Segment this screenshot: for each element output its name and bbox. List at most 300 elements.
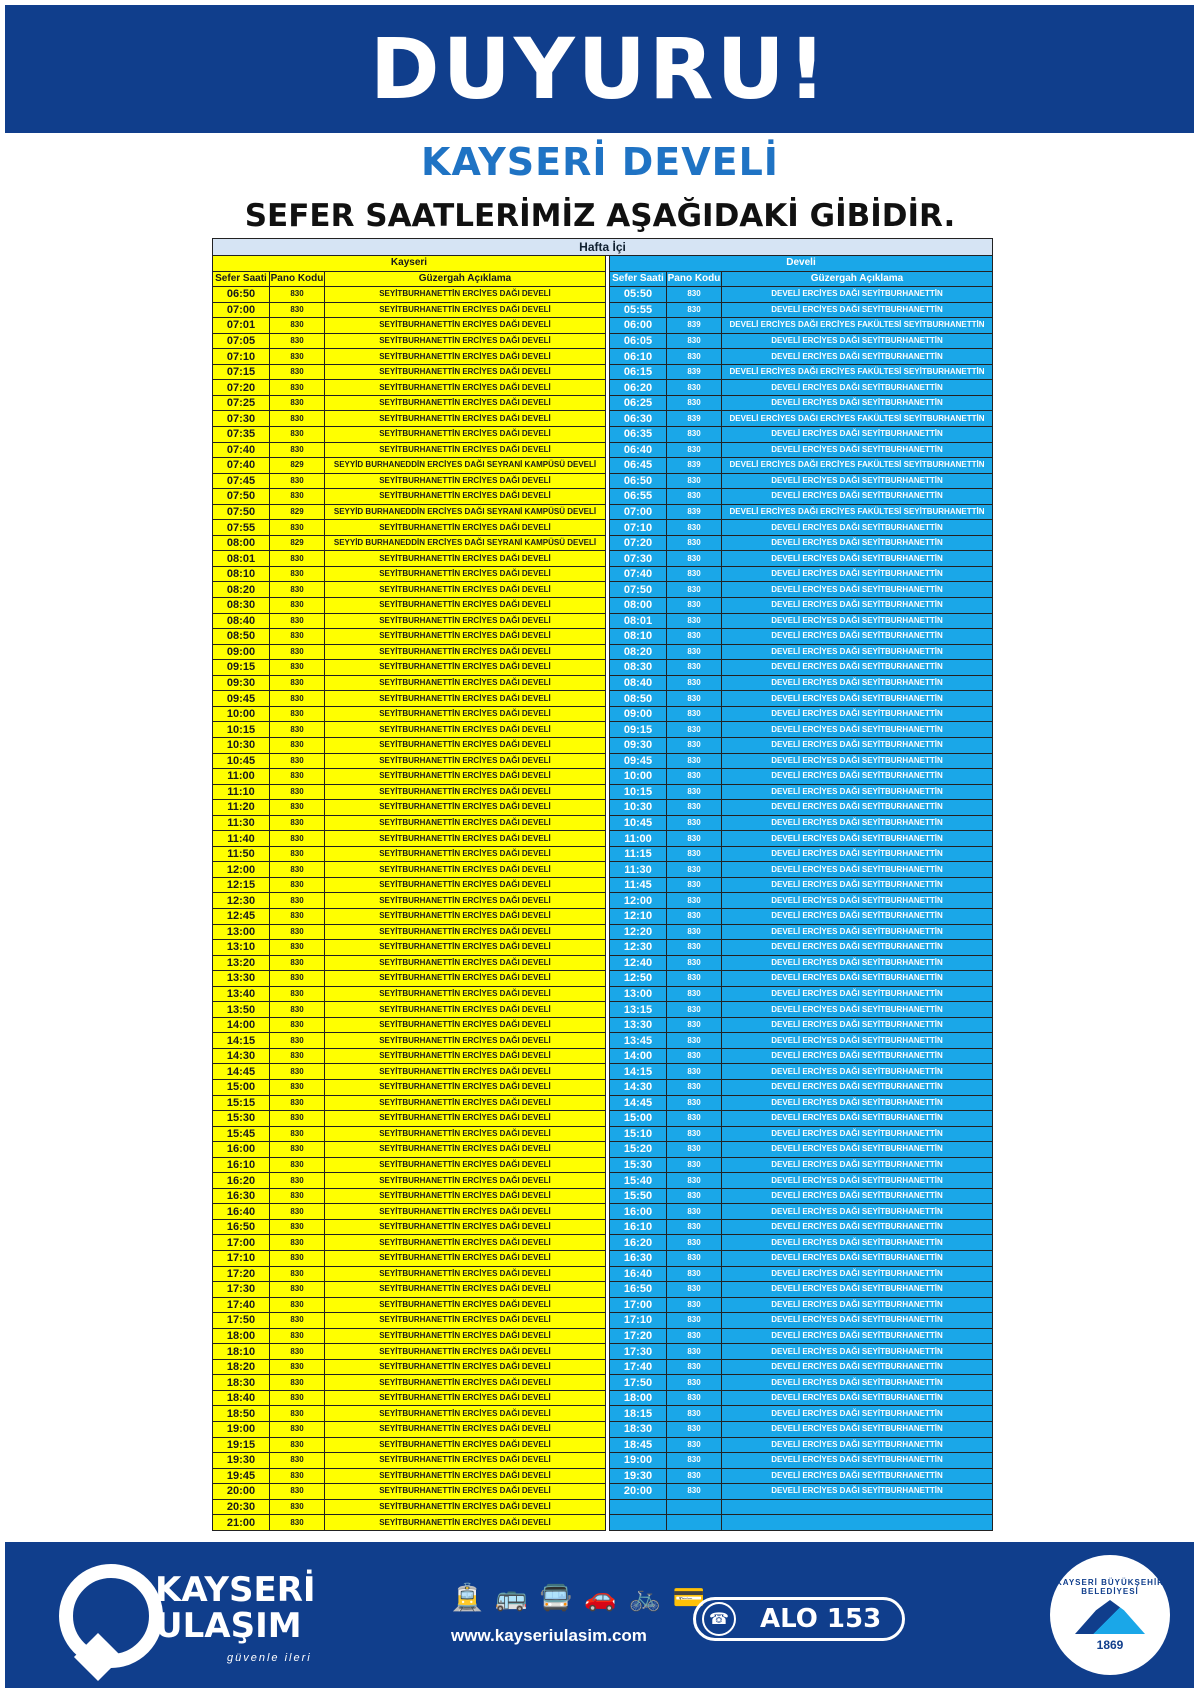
route-description: DEVELİ ERCİYES DAĞI SEYİTBURHANETTİN	[722, 1266, 993, 1282]
departure-time: 09:00	[610, 706, 667, 722]
route-code: 830	[270, 442, 325, 458]
departure-time: 19:15	[213, 1437, 270, 1453]
departure-time: 14:45	[213, 1064, 270, 1080]
route-code: 830	[270, 1359, 325, 1375]
route-description: SEYİTBURHANETTİN ERCİYES DAĞI DEVELİ	[325, 333, 606, 349]
route-description: DEVELİ ERCİYES DAĞI SEYİTBURHANETTİN	[722, 722, 993, 738]
route-description: DEVELİ ERCİYES DAĞI SEYİTBURHANETTİN	[722, 1033, 993, 1049]
route-code: 830	[667, 1111, 722, 1127]
route-description: DEVELİ ERCİYES DAĞI SEYİTBURHANETTİN	[722, 1375, 993, 1391]
route-description: SEYİTBURHANETTİN ERCİYES DAĞI DEVELİ	[325, 831, 606, 847]
departure-time: 18:30	[213, 1375, 270, 1391]
departure-time: 10:15	[213, 722, 270, 738]
route-description: DEVELİ ERCİYES DAĞI SEYİTBURHANETTİN	[722, 1235, 993, 1251]
route-description: SEYİTBURHANETTİN ERCİYES DAĞI DEVELİ	[325, 971, 606, 987]
tram-icon: 🚊	[451, 1582, 484, 1612]
table-row	[213, 1344, 993, 1360]
table-row	[213, 1484, 993, 1500]
route-code: 830	[270, 1204, 325, 1220]
route-code: 830	[270, 582, 325, 598]
schedule-table-container	[212, 238, 992, 1531]
route-code: 830	[667, 1188, 722, 1204]
route-code: 830	[270, 566, 325, 582]
table-row	[213, 333, 993, 349]
table-row	[213, 722, 993, 738]
route-code: 830	[667, 1282, 722, 1298]
departure-time: 06:55	[610, 489, 667, 505]
route-code: 839	[667, 364, 722, 380]
route-description: DEVELİ ERCİYES DAĞI SEYİTBURHANETTİN	[722, 1079, 993, 1095]
route-description: SEYİTBURHANETTİN ERCİYES DAĞI DEVELİ	[325, 1313, 606, 1329]
departure-time: 16:20	[610, 1235, 667, 1251]
departure-time: 12:10	[610, 908, 667, 924]
departure-time: 15:30	[213, 1111, 270, 1127]
route-description: DEVELİ ERCİYES DAĞI SEYİTBURHANETTİN	[722, 551, 993, 567]
departure-time: 07:05	[213, 333, 270, 349]
route-code: 839	[667, 411, 722, 427]
route-description: DEVELİ ERCİYES DAĞI SEYİTBURHANETTİN	[722, 1328, 993, 1344]
period-header: Hafta İçi	[213, 239, 993, 256]
route-code: 830	[270, 1390, 325, 1406]
route-code: 830	[270, 1468, 325, 1484]
route-code: 830	[270, 644, 325, 660]
route-description: DEVELİ ERCİYES DAĞI SEYİTBURHANETTİN	[722, 1017, 993, 1033]
table-row	[213, 893, 993, 909]
route-description: SEYİTBURHANETTİN ERCİYES DAĞI DEVELİ	[325, 1344, 606, 1360]
departure-time: 17:40	[610, 1359, 667, 1375]
route-code: 830	[667, 1017, 722, 1033]
departure-time: 09:15	[610, 722, 667, 738]
route-code: 830	[667, 1033, 722, 1049]
route-description: SEYİTBURHANETTİN ERCİYES DAĞI DEVELİ	[325, 1235, 606, 1251]
departure-time: 18:20	[213, 1359, 270, 1375]
route-description: DEVELİ ERCİYES DAĞI SEYİTBURHANETTİN	[722, 1048, 993, 1064]
departure-time: 20:00	[610, 1484, 667, 1500]
table-row	[213, 1219, 993, 1235]
route-description: DEVELİ ERCİYES DAĞI SEYİTBURHANETTİN	[722, 1390, 993, 1406]
route-description: DEVELİ ERCİYES DAĞI SEYİTBURHANETTİN	[722, 877, 993, 893]
departure-time	[610, 1515, 667, 1531]
route-description: SEYİTBURHANETTİN ERCİYES DAĞI DEVELİ	[325, 302, 606, 318]
table-row	[213, 442, 993, 458]
table-row	[213, 551, 993, 567]
route-description: DEVELİ ERCİYES DAĞI SEYİTBURHANETTİN	[722, 566, 993, 582]
table-row	[213, 1453, 993, 1469]
route-code: 830	[667, 722, 722, 738]
departure-time: 16:30	[213, 1188, 270, 1204]
route-code: 830	[270, 924, 325, 940]
route-code: 830	[270, 364, 325, 380]
table-row	[213, 1406, 993, 1422]
departure-time: 06:50	[213, 287, 270, 303]
departure-time: 18:00	[610, 1390, 667, 1406]
departure-time: 16:00	[213, 1142, 270, 1158]
route-description: DEVELİ ERCİYES DAĞI SEYİTBURHANETTİN	[722, 598, 993, 614]
route-description: SEYİTBURHANETTİN ERCİYES DAĞI DEVELİ	[325, 411, 606, 427]
departure-time: 19:00	[213, 1422, 270, 1438]
table-row	[213, 598, 993, 614]
departure-time: 05:55	[610, 302, 667, 318]
route-description: SEYİTBURHANETTİN ERCİYES DAĞI DEVELİ	[325, 815, 606, 831]
table-row	[213, 675, 993, 691]
route-code: 830	[270, 1188, 325, 1204]
route-description: SEYİTBURHANETTİN ERCİYES DAĞI DEVELİ	[325, 1142, 606, 1158]
departure-time: 06:50	[610, 473, 667, 489]
departure-time: 14:30	[213, 1048, 270, 1064]
departure-time: 11:30	[610, 862, 667, 878]
route-description: DEVELİ ERCİYES DAĞI SEYİTBURHANETTİN	[722, 862, 993, 878]
departure-time: 08:10	[213, 566, 270, 582]
route-description: SEYİTBURHANETTİN ERCİYES DAĞI DEVELİ	[325, 1251, 606, 1267]
route-code: 830	[270, 1375, 325, 1391]
route-description: SEYİTBURHANETTİN ERCİYES DAĞI DEVELİ	[325, 287, 606, 303]
route-code: 830	[667, 784, 722, 800]
departure-time: 13:30	[213, 971, 270, 987]
departure-time: 09:30	[213, 675, 270, 691]
route-code: 830	[270, 691, 325, 707]
departure-time: 12:00	[610, 893, 667, 909]
departure-time: 11:00	[213, 769, 270, 785]
table-row	[213, 411, 993, 427]
departure-time: 08:20	[213, 582, 270, 598]
route-description: SEYİTBURHANETTİN ERCİYES DAĞI DEVELİ	[325, 1297, 606, 1313]
departure-time: 15:45	[213, 1126, 270, 1142]
col-route-header: Güzergah Açıklama	[722, 271, 993, 287]
departure-time: 06:20	[610, 380, 667, 396]
departure-time: 13:00	[610, 986, 667, 1002]
departure-time: 16:10	[610, 1219, 667, 1235]
route-description: DEVELİ ERCİYES DAĞI SEYİTBURHANETTİN	[722, 302, 993, 318]
route-description: SEYİTBURHANETTİN ERCİYES DAĞI DEVELİ	[325, 1204, 606, 1220]
departure-time: 07:40	[213, 458, 270, 474]
route-description: SEYİTBURHANETTİN ERCİYES DAĞI DEVELİ	[325, 1002, 606, 1018]
route-code: 830	[667, 1126, 722, 1142]
route-description: SEYİTBURHANETTİN ERCİYES DAĞI DEVELİ	[325, 691, 606, 707]
departure-time: 07:50	[610, 582, 667, 598]
route-description: SEYİTBURHANETTİN ERCİYES DAĞI DEVELİ	[325, 1484, 606, 1500]
table-row	[213, 520, 993, 536]
route-description: SEYİTBURHANETTİN ERCİYES DAĞI DEVELİ	[325, 1515, 606, 1531]
route-description: DEVELİ ERCİYES DAĞI SEYİTBURHANETTİN	[722, 1188, 993, 1204]
table-row	[213, 1468, 993, 1484]
route-code: 830	[270, 1111, 325, 1127]
table-row	[213, 287, 993, 303]
departure-time: 19:00	[610, 1453, 667, 1469]
departure-time: 10:15	[610, 784, 667, 800]
departure-time: 14:30	[610, 1079, 667, 1095]
route-code: 830	[667, 551, 722, 567]
departure-time: 07:00	[610, 504, 667, 520]
route-description: DEVELİ ERCİYES DAĞI SEYİTBURHANETTİN	[722, 535, 993, 551]
route-code: 830	[270, 1313, 325, 1329]
col-code-header: Pano Kodu	[270, 271, 325, 287]
departure-time: 07:50	[213, 489, 270, 505]
table-row	[213, 940, 993, 956]
route-code: 830	[667, 1157, 722, 1173]
departure-time: 21:00	[213, 1515, 270, 1531]
route-description: SEYİTBURHANETTİN ERCİYES DAĞI DEVELİ	[325, 1188, 606, 1204]
route-description: SEYİTBURHANETTİN ERCİYES DAĞI DEVELİ	[325, 1079, 606, 1095]
route-description: DEVELİ ERCİYES DAĞI SEYİTBURHANETTİN	[722, 287, 993, 303]
route-code: 830	[270, 473, 325, 489]
parking-car-icon: 🚗	[584, 1582, 617, 1612]
departure-time: 10:45	[213, 753, 270, 769]
route-description: DEVELİ ERCİYES DAĞI SEYİTBURHANETTİN	[722, 737, 993, 753]
departure-time: 08:00	[610, 598, 667, 614]
table-row	[213, 302, 993, 318]
route-description: SEYİTBURHANETTİN ERCİYES DAĞI DEVELİ	[325, 800, 606, 816]
develi-group-header: Develi	[610, 256, 993, 272]
departure-time: 12:30	[610, 940, 667, 956]
departure-time: 17:30	[213, 1282, 270, 1298]
route-code: 830	[667, 1266, 722, 1282]
route-description: SEYİTBURHANETTİN ERCİYES DAĞI DEVELİ	[325, 364, 606, 380]
route-code: 830	[270, 349, 325, 365]
route-code: 830	[667, 1048, 722, 1064]
table-row	[213, 566, 993, 582]
route-code: 830	[667, 427, 722, 443]
departure-time: 14:00	[213, 1017, 270, 1033]
route-description: SEYİTBURHANETTİN ERCİYES DAĞI DEVELİ	[325, 520, 606, 536]
route-description: SEYİTBURHANETTİN ERCİYES DAĞI DEVELİ	[325, 1453, 606, 1469]
route-code: 830	[667, 1437, 722, 1453]
route-code: 830	[667, 1219, 722, 1235]
route-code: 839	[667, 318, 722, 334]
departure-time: 14:00	[610, 1048, 667, 1064]
route-code: 830	[270, 318, 325, 334]
departure-time: 16:20	[213, 1173, 270, 1189]
route-description: SEYİTBURHANETTİN ERCİYES DAĞI DEVELİ	[325, 1219, 606, 1235]
route-description: DEVELİ ERCİYES DAĞI SEYİTBURHANETTİN	[722, 395, 993, 411]
table-row	[213, 349, 993, 365]
table-row	[213, 364, 993, 380]
route-code: 830	[270, 1282, 325, 1298]
route-description: SEYİTBURHANETTİN ERCİYES DAĞI DEVELİ	[325, 1111, 606, 1127]
route-description: DEVELİ ERCİYES DAĞI SEYİTBURHANETTİN	[722, 769, 993, 785]
route-subtitle: KAYSERİ DEVELİ	[421, 140, 779, 184]
route-code: 830	[667, 1002, 722, 1018]
route-code: 830	[667, 489, 722, 505]
transport-icons	[451, 1582, 705, 1613]
departure-time: 09:30	[610, 737, 667, 753]
departure-time: 19:45	[213, 1468, 270, 1484]
table-row	[213, 1515, 993, 1531]
route-code: 830	[667, 660, 722, 676]
departure-time: 08:50	[213, 629, 270, 645]
route-code: 830	[270, 489, 325, 505]
departure-time: 07:15	[213, 364, 270, 380]
departure-time: 07:20	[610, 535, 667, 551]
route-code: 830	[270, 986, 325, 1002]
departure-time: 06:40	[610, 442, 667, 458]
route-code: 830	[270, 287, 325, 303]
route-code: 830	[270, 1219, 325, 1235]
route-code: 829	[270, 504, 325, 520]
departure-time: 07:45	[213, 473, 270, 489]
departure-time: 06:00	[610, 318, 667, 334]
departure-time: 15:00	[213, 1079, 270, 1095]
table-row	[213, 784, 993, 800]
departure-time: 07:00	[213, 302, 270, 318]
departure-time: 13:20	[213, 955, 270, 971]
departure-time: 08:40	[213, 613, 270, 629]
departure-time: 11:50	[213, 846, 270, 862]
table-row	[213, 955, 993, 971]
table-row	[213, 427, 993, 443]
brand-name-line1: KAYSERİ	[155, 1570, 316, 1610]
route-code: 830	[270, 613, 325, 629]
card-icon: 💳	[672, 1582, 706, 1612]
route-code: 830	[270, 784, 325, 800]
route-code: 830	[270, 598, 325, 614]
route-code: 830	[667, 333, 722, 349]
route-description: SEYİTBURHANETTİN ERCİYES DAĞI DEVELİ	[325, 613, 606, 629]
table-row	[213, 1235, 993, 1251]
schedule-heading: SEFER SAATLERİMİZ AŞAĞIDAKİ GİBİDİR.	[244, 198, 956, 234]
departure-time: 11:45	[610, 877, 667, 893]
route-code: 830	[270, 1157, 325, 1173]
table-row	[213, 395, 993, 411]
table-row	[213, 1079, 993, 1095]
route-description: SEYİTBURHANETTİN ERCİYES DAĞI DEVELİ	[325, 877, 606, 893]
route-code: 830	[270, 1437, 325, 1453]
route-description: SEYİTBURHANETTİN ERCİYES DAĞI DEVELİ	[325, 551, 606, 567]
route-description: SEYİTBURHANETTİN ERCİYES DAĞI DEVELİ	[325, 769, 606, 785]
table-row	[213, 1157, 993, 1173]
departure-time: 14:45	[610, 1095, 667, 1111]
brand-tagline: güvenle ileri	[227, 1652, 312, 1664]
departure-time: 18:00	[213, 1328, 270, 1344]
departure-time: 09:15	[213, 660, 270, 676]
table-row	[213, 1313, 993, 1329]
departure-time: 07:35	[213, 427, 270, 443]
departure-time: 05:50	[610, 287, 667, 303]
route-description: SEYİTBURHANETTİN ERCİYES DAĞI DEVELİ	[325, 1095, 606, 1111]
table-row	[213, 1422, 993, 1438]
departure-time: 12:40	[610, 955, 667, 971]
route-description: DEVELİ ERCİYES DAĞI SEYİTBURHANETTİN	[722, 629, 993, 645]
table-row	[213, 504, 993, 520]
route-code: 830	[667, 1453, 722, 1469]
table-row	[213, 924, 993, 940]
route-code: 830	[270, 908, 325, 924]
departure-time: 13:15	[610, 1002, 667, 1018]
route-description: SEYİTBURHANETTİN ERCİYES DAĞI DEVELİ	[325, 1359, 606, 1375]
table-row	[213, 1033, 993, 1049]
route-description: DEVELİ ERCİYES DAĞI SEYİTBURHANETTİN	[722, 971, 993, 987]
departure-time: 12:15	[213, 877, 270, 893]
route-code: 830	[667, 582, 722, 598]
route-code: 830	[667, 598, 722, 614]
departure-time: 19:30	[610, 1468, 667, 1484]
route-description: SEYYİD BURHANEDDİN ERCİYES DAĞI SEYRANİ KAMPÜSÜ DEVELİ	[325, 458, 606, 474]
route-description: SEYİTBURHANETTİN ERCİYES DAĞI DEVELİ	[325, 1437, 606, 1453]
route-description: SEYİTBURHANETTİN ERCİYES DAĞI DEVELİ	[325, 1266, 606, 1282]
website-link[interactable]: www.kayseriulasim.com	[451, 1626, 647, 1645]
route-code: 830	[667, 520, 722, 536]
route-code: 830	[667, 395, 722, 411]
table-row	[213, 706, 993, 722]
departure-time: 08:30	[610, 660, 667, 676]
route-description: DEVELİ ERCİYES DAĞI ERCİYES FAKÜLTESİ SEYİTBURHANETTİN	[722, 411, 993, 427]
col-route-header: Güzergah Açıklama	[325, 271, 606, 287]
departure-time: 15:10	[610, 1126, 667, 1142]
departure-time: 08:01	[213, 551, 270, 567]
departure-time: 20:00	[213, 1484, 270, 1500]
route-code: 830	[667, 1406, 722, 1422]
route-code: 830	[667, 1079, 722, 1095]
route-description: SEYİTBURHANETTİN ERCİYES DAĞI DEVELİ	[325, 1499, 606, 1515]
route-code: 830	[270, 1048, 325, 1064]
departure-time: 07:50	[213, 504, 270, 520]
table-row	[213, 769, 993, 785]
route-description: SEYİTBURHANETTİN ERCİYES DAĞI DEVELİ	[325, 737, 606, 753]
route-code: 830	[270, 1328, 325, 1344]
route-description: SEYİTBURHANETTİN ERCİYES DAĞI DEVELİ	[325, 582, 606, 598]
route-description: SEYİTBURHANETTİN ERCİYES DAĞI DEVELİ	[325, 1390, 606, 1406]
route-code: 830	[667, 302, 722, 318]
route-description: DEVELİ ERCİYES DAĞI SEYİTBURHANETTİN	[722, 489, 993, 505]
route-code: 830	[270, 1297, 325, 1313]
route-description: SEYİTBURHANETTİN ERCİYES DAĞI DEVELİ	[325, 722, 606, 738]
route-code: 830	[270, 395, 325, 411]
route-code: 830	[270, 1499, 325, 1515]
route-description: SEYİTBURHANETTİN ERCİYES DAĞI DEVELİ	[325, 1126, 606, 1142]
route-code: 830	[667, 1251, 722, 1267]
route-description: DEVELİ ERCİYES DAĞI SEYİTBURHANETTİN	[722, 660, 993, 676]
route-code: 830	[270, 1484, 325, 1500]
route-code: 830	[270, 1017, 325, 1033]
route-description: DEVELİ ERCİYES DAĞI ERCİYES FAKÜLTESİ SEYİTBURHANETTİN	[722, 318, 993, 334]
route-code: 830	[667, 986, 722, 1002]
seal-text: KAYSERİ BÜYÜKŞEHİR BELEDİYESİ	[1056, 1578, 1164, 1596]
route-description: SEYİTBURHANETTİN ERCİYES DAĞI DEVELİ	[325, 1282, 606, 1298]
route-description: SEYİTBURHANETTİN ERCİYES DAĞI DEVELİ	[325, 442, 606, 458]
footer	[5, 1542, 1194, 1688]
route-description: SEYİTBURHANETTİN ERCİYES DAĞI DEVELİ	[325, 1328, 606, 1344]
route-description: DEVELİ ERCİYES DAĞI SEYİTBURHANETTİN	[722, 1064, 993, 1080]
departure-time: 10:30	[610, 800, 667, 816]
route-code: 830	[667, 442, 722, 458]
hotline-number: ALO 153	[760, 1604, 882, 1634]
route-code: 830	[667, 924, 722, 940]
route-code: 830	[270, 551, 325, 567]
hotline-badge[interactable]	[693, 1597, 905, 1641]
route-description: DEVELİ ERCİYES DAĞI SEYİTBURHANETTİN	[722, 644, 993, 660]
departure-time: 07:55	[213, 520, 270, 536]
route-code: 830	[667, 846, 722, 862]
route-code: 830	[667, 1204, 722, 1220]
route-code: 830	[667, 1375, 722, 1391]
departure-time: 06:30	[610, 411, 667, 427]
route-description	[722, 1499, 993, 1515]
table-row	[213, 1188, 993, 1204]
route-code: 830	[667, 287, 722, 303]
route-description: DEVELİ ERCİYES DAĞI ERCİYES FAKÜLTESİ SEYİTBURHANETTİN	[722, 458, 993, 474]
route-code: 830	[667, 862, 722, 878]
departure-time: 07:30	[610, 551, 667, 567]
route-code: 830	[667, 971, 722, 987]
departure-time: 18:40	[213, 1390, 270, 1406]
route-description: SEYİTBURHANETTİN ERCİYES DAĞI DEVELİ	[325, 924, 606, 940]
table-row	[213, 986, 993, 1002]
table-row	[213, 737, 993, 753]
route-description: SEYİTBURHANETTİN ERCİYES DAĞI DEVELİ	[325, 489, 606, 505]
departure-time: 17:20	[610, 1328, 667, 1344]
route-code: 830	[667, 1390, 722, 1406]
departure-time: 17:10	[610, 1313, 667, 1329]
route-description: DEVELİ ERCİYES DAĞI SEYİTBURHANETTİN	[722, 831, 993, 847]
